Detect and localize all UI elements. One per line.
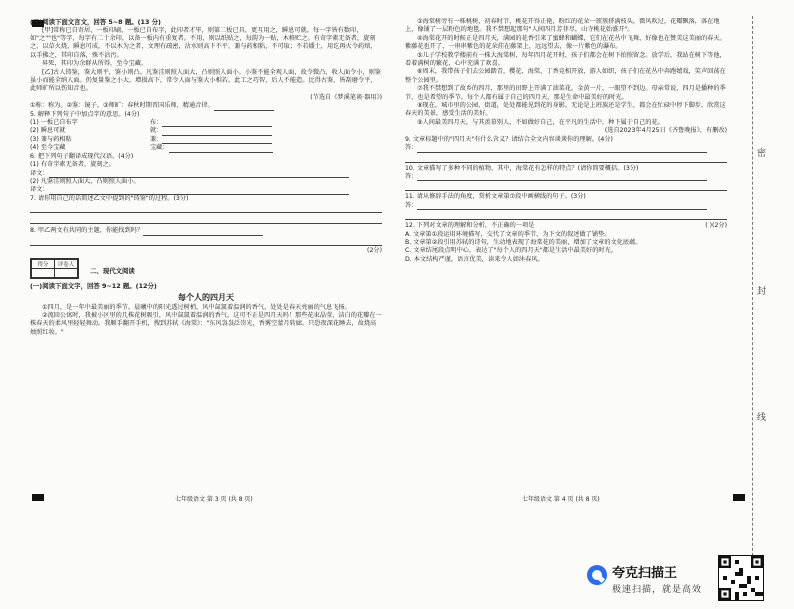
answer-blank[interactable]: [417, 146, 707, 153]
article-para-1: ①四月，是一年中最美丽的季节。晨曦中的阳光透过树梢，风中氤氲着温润的香气，处处是春天亮丽的气息飞扬。: [42, 303, 351, 311]
answer-row: 答：: [405, 144, 727, 152]
article-para-3: ③海棠树旁有一株桃树，初春时节，桃花开得正艳，粉红的花朵一簇簇挤满枝头，微风吹过，花瓣飘落，落在地上，像铺了一层粉色的地毯。我不禁想起那句"人间四月芳菲尽，山寺桃花始盛开"。: [405, 18, 720, 34]
answer-row: 答：: [405, 202, 727, 210]
score-header: 得分: [32, 259, 55, 268]
answer-blank[interactable]: [143, 229, 263, 236]
right-page-footer: 七年级语文 第 4 页 (共 8 页): [522, 496, 600, 503]
article-para-9: ⑨人间最美四月天，与其羡慕别人，不如做好自己，在平凡的生活中，种下属于自己的花。: [417, 118, 664, 126]
binding-dashed-line: [752, 16, 753, 596]
translate-line: 译文：: [30, 170, 382, 178]
corner-mark-bottom-right: [733, 494, 745, 501]
scanner-logo-name: 夸克扫描王: [612, 566, 678, 581]
scanner-logo-slogan: 极速扫描，就是高效: [612, 585, 703, 595]
q6-item-1: (1) 有奇字素无备者，旋刻之。: [30, 161, 115, 169]
option-d[interactable]: D. 本文结构严谨，语言优美，读来令人如沐春风。: [405, 255, 544, 263]
text-jia-1: [甲]常称已自寄居，一板印刷，一板已自布字，此印者才毕，则第二板已具，更互用之，瞬息可就。每一字皆有数印，如"之""也"等字，每字有二十余印，以备一板内有重复者。不用，则以纸贴之，每韵为一贴，木格贮之。有奇字素无备者，旋刻之，以草火烧，瞬息可成。不以木为之者，文理有疏密，沾水则高下不平，兼与药相粘，不可取；不若燔土，用讫再火令药熔，以手拂之，其印自落，殊不沾污。: [30, 26, 377, 59]
question-10: 10. 文章描写了多种不同的植物，其中，海棠花有怎样的特点？(请你简要概括。(3分): [405, 164, 639, 172]
question-11: 11. 请从修辞手法的角度，赏析文章第⑦段中画横线的句子。(3分): [405, 193, 586, 201]
seal-char-1: 密: [757, 149, 767, 159]
q5-items: [30, 119, 382, 153]
q8-score: (2分): [367, 246, 382, 254]
article-title: 每个人的四月天: [178, 292, 234, 302]
answer-line[interactable]: [30, 236, 382, 246]
answer-row: 答：: [405, 173, 727, 181]
annotation-note: ①称：称为。②鉴：镜子。③师旷：春秋时期晋国乐师，精通音律。: [30, 102, 382, 110]
text-jia-2: 昇死，其印为余群从所得，至今宝藏。: [42, 60, 148, 68]
q6-item-2: (2) 凡鉴洼则照人面大，凸则照人面小。: [30, 177, 140, 185]
answer-blank[interactable]: [162, 120, 272, 127]
answer-line[interactable]: [405, 181, 727, 191]
question-8: 8. 甲乙两文有共同的主题，你能找到吗？: [30, 227, 382, 235]
grader-cell[interactable]: [55, 268, 78, 277]
option-a[interactable]: A. 文章第①段运用环境描写，交代了文章的季节，为下文的叙述做了铺垫。: [405, 230, 611, 238]
scanner-logo-icon: [586, 564, 608, 586]
article-source: (选自2023年4月25日《齐鲁晚报》，有删改): [604, 127, 727, 135]
answer-line[interactable]: [30, 203, 382, 213]
score-row: [30, 258, 382, 279]
q5-item: (4) 至今宝藏 宝藏：: [30, 144, 382, 152]
article-para-7: ⑦我不禁想到了故乡的四月，那里的田野上开满了油菜花，金黄一片，一眼望不到边。母亲常说，四月是播种的季节，也是希望的季节。每个人都有属于自己的四月天，那是生命中最美好的时光。: [405, 85, 726, 101]
option-b[interactable]: B. 文章第②段引用苏轼的诗句，生动地表现了海棠花的美丽，增加了文章的文化底蕴。: [405, 238, 642, 246]
option-c[interactable]: C. 文章结尾段点明中心，表达了"每个人的四月天"都是生活中最美好的时光。: [405, 247, 617, 255]
article-para-4: ④海棠花开的时候正是四月天，满园的花香引来了蜜蜂和蝴蝶，它们在花丛中飞舞，好像也在赞美这美丽的春天。紫藤花也开了，一串串紫色的花朵挂在藤架上，远远望去，像一片紫色的瀑布。: [405, 34, 726, 51]
question-6: 6. 把下列句子翻译成现代汉语。(4分): [30, 152, 134, 160]
grader-header: 评卷人: [55, 259, 78, 268]
q5-item: (3) 兼与药相粘 兼：: [30, 136, 382, 144]
seal-char-3: 线: [757, 413, 767, 423]
qr-code-icon: [719, 556, 763, 600]
article-para-2: ②流回公寓时，我被小区里的几株花树吸引，风中氤氲着温润的香气，这可不正是四月天吗！那些花束晶莹，洁白的花瓣在一株春天的柔风里轻轻舞动。我顺手翻开手机，搜到苏轼《海棠》："东风袅袅泛崇光，香雾空蒙月转廊。只恐夜深花睡去，故烧高烛照红妆。": [30, 311, 382, 336]
answer-blank[interactable]: [49, 171, 349, 178]
answer-blank[interactable]: [162, 129, 272, 136]
article-para-6: ⑥周末，我带孩子们去公园踏青，樱花、海棠、丁香竞相开放，游人如织，孩子们在花丛中奔跑嬉戏，笑声回荡在整个公园里。: [405, 68, 726, 84]
score-table: [30, 258, 79, 279]
question-5: 5. 解释下列句子中加点字的意思。(4分): [30, 110, 140, 118]
article-para-5: ⑤儿子学校教学楼前有一株大海棠树，每年四月花开时，孩子们都会在树下拍照留念。放学后，我站在树下等他，看着满树的繁花，心中充满了欢喜。: [405, 51, 726, 68]
answer-blank[interactable]: [49, 188, 349, 195]
answer-line[interactable]: [405, 210, 727, 220]
question-12: 12. 下列对文章的理解和分析，不正确的一项是 ( )(2分): [405, 222, 727, 230]
question-7: 7. 请你用自己的话简述乙文中提到的"铸鉴"的过程。(3分): [30, 194, 189, 202]
answer-blank[interactable]: [417, 174, 707, 181]
qr-code: [718, 555, 764, 601]
answer-blank[interactable]: [169, 146, 273, 153]
sub-section-heading: (一)阅读下面文字，回答 9~12 题。(12分): [30, 281, 157, 290]
seal-char-2: 封: [757, 287, 767, 297]
text-yi: [乙]古人铸鉴，鉴大则平，鉴小则凸。凡鉴洼则照人面大，凸则照人面小。小鉴不能全观人面，故令微凸，收人面令小，则鉴虽小而能全纳人面。仍复量鉴之小大，增损高下，常令人面与鉴大小相若。此工之巧智，后人不能造。比得古鉴，皆刮磨令平，此师旷所以伤知音也。: [30, 68, 381, 93]
answer-blank[interactable]: [417, 203, 707, 210]
answer-line[interactable]: [405, 153, 727, 163]
answer-blank[interactable]: [162, 137, 272, 144]
score-cell[interactable]: [32, 268, 55, 277]
q5-item: (1) 一板已自布字 布：: [30, 119, 382, 127]
article-para-8: ⑧现在，城市里的公园、街道，处处都能见到花的身影。无论是上班族还是学生，都会在忙碌中停下脚步，欣赏这春天的美景，感受生活的美好。: [405, 102, 726, 118]
text-source: (节选自《梦溪笔谈·器用》): [310, 93, 382, 101]
translate-line: 译文：: [30, 186, 382, 194]
part-two-heading: 二、现代文阅读: [90, 266, 135, 275]
q5-item: (2) 瞬息可就 就：: [30, 127, 382, 135]
answer-line[interactable]: [30, 214, 382, 224]
left-page-footer: 七年级语文 第 3 页 (共 8 页): [175, 496, 253, 503]
section-heading: (三)阅读下面文言文，回答 5~8 题。(13 分): [30, 18, 161, 26]
scanner-watermark: [586, 560, 706, 600]
question-9: 9. 文章标题中的"四月天"有什么含义？请结合全文内容谈谈你的理解。(4分): [405, 135, 613, 143]
